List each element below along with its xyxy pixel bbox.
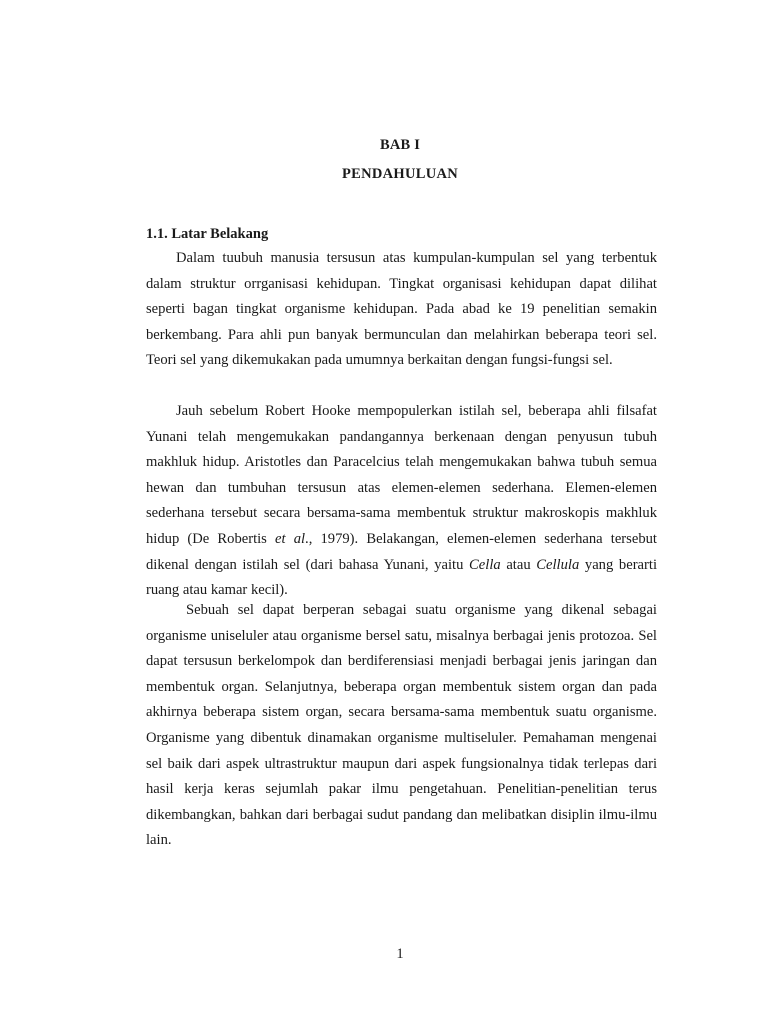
page-number: 1 [396,946,404,962]
paragraph-2-cella: Cella [469,556,501,573]
section-heading: 1.1. Latar Belakang [146,226,269,242]
paragraph-1: Dalam tuubuh manusia tersusun atas kumpulan-kumpulan sel yang terbentuk dalam struktur orrganisasi kehidupan. Tingkat organisasi kehidupan dapat dilihat seperti bagan tingkat organisme kehidupan. Pada abad ke 19 penelitian semakin berkembang. Para ahli pun banyak bermunculan dan melahirkan beberapa teori sel. Teori sel yang dikemukakan pada umumnya berkaitan dengan fungsi-fungsi sel. [146,250,657,369]
paragraph-3: Sebuah sel dapat berperan sebagai suatu organisme yang dikenal sebagai organisme uniseluler atau organisme bersel satu, misalnya berbagai jenis protozoa. Sel dapat tersusun berkelompok dan berdiferensiasi menjadi berbagai jenis jaringan dan membentuk organ. Selanjutnya, beberapa organ membentuk sistem organ dan pada akhirnya beberapa sistem organ, secara bersama-sama membentuk suatu organisme. Organisme yang dibentuk dinamakan organisme multiseluler. Pemahaman mengenai sel baik dari aspek ultrastruktur maupun dari aspek fungsionalnya tidak terlepas dari hasil kerja keras sejumlah pakar ilmu pengetahuan. Penelitian-penelitian terus dikembangkan, bahkan dari berbagai sudut pandang dan melibatkan disiplin ilmu-ilmu lain. [146,602,657,849]
chapter-subtitle: PENDAHULUAN [341,166,459,182]
paragraph-2-text-a: Jauh sebelum Robert Hooke mempopulerkan istilah sel, beberapa ahli filsafat Yunani telah mengemukakan pandangannya berkenaan dengan penyusun tubuh makhluk hidup. Aristotles dan Paracelcius telah mengemukakan bahwa tubuh semua hewan dan tumbuhan tersusun atas elemen-elemen sederhana. Elemen-elemen sederhana tersebut secara bersama-sama membentuk struktur makroskopis makhluk hidup (De Robertis [146,403,657,547]
paragraph-2-text-b: ., 1979). Belakangan, elemen-elemen sederhana tersebut dikenal dengan istilah sel (dari bahasa Yunani, yaitu [146,530,657,573]
paragraph-2-text-c: atau [500,556,537,573]
paragraph-2-et-al: et al [275,530,306,547]
paragraph-2-text-d: yang berarti ruang atau kamar kecil). [146,556,658,599]
paragraph-2 [146,399,657,604]
paragraph-2-cellula: Cellula [536,556,580,573]
chapter-title: BAB I [379,137,421,153]
